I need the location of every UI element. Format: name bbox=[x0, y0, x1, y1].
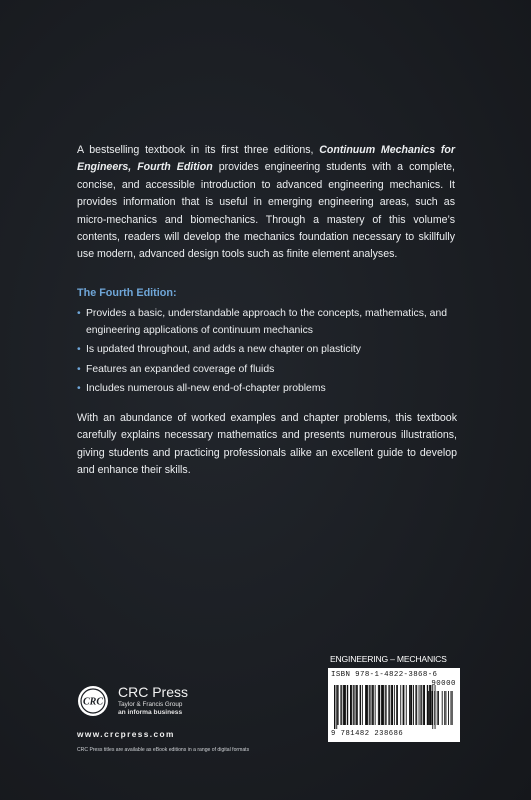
bullet-icon: • bbox=[77, 382, 81, 394]
intro-paragraph bbox=[77, 142, 455, 264]
fourth-edition-heading: The Fourth Edition: bbox=[77, 287, 177, 299]
list-item: • Is updated throughout, and adds a new chapter on plasticity bbox=[77, 341, 457, 358]
list-item: • Features an expanded coverage of fluids bbox=[77, 361, 457, 378]
bullet-icon: • bbox=[77, 363, 81, 375]
crc-icon-text: CRC bbox=[82, 696, 104, 708]
publisher-logo bbox=[77, 683, 227, 733]
bullet-icon: • bbox=[77, 308, 81, 319]
publisher-name: CRC Press bbox=[118, 684, 189, 700]
intro-text-start: A bestselling textbook in its first three editions, bbox=[77, 144, 320, 156]
book-title: Continuum Mechanics for Engineers, Fourth Edition bbox=[77, 144, 455, 174]
intro-text-rest: provides engineering students with a complete, concise, and accessible introduction to advanced engineering mechanics. It provides information that is useful in emerging engineering areas, such as micro-mechanics and biomechanics. Through a mastery of this volume’s contents, readers will develop the mechanics foundation necessary to skillfully use modern, advanced design tools such as finite element analyses. bbox=[77, 161, 456, 261]
ebook-note: CRC Press titles are available as eBook editions in a range of digital formats bbox=[77, 747, 250, 753]
feature-list bbox=[77, 305, 457, 399]
publisher-informa: an informa business bbox=[118, 709, 183, 716]
publisher-group: Taylor & Francis Group bbox=[118, 701, 183, 708]
barcode-icon bbox=[332, 679, 456, 731]
isbn-label: ISBN 978-1-4822-3868-6 bbox=[331, 671, 438, 679]
price-code: 90000 bbox=[431, 680, 456, 688]
list-item: • Provides a basic, understandable approach to the concepts, mathematics, and engineering applications of continuum mechanics bbox=[77, 305, 457, 339]
list-item: • Includes numerous all-new end-of-chapter problems bbox=[77, 380, 457, 397]
bullet-icon: • bbox=[77, 344, 81, 356]
isbn-barcode bbox=[328, 668, 460, 742]
crc-logo-icon bbox=[77, 685, 109, 717]
publisher-website[interactable]: www.crcpress.com bbox=[77, 729, 175, 739]
subject-category: ENGINEERING – MECHANICS bbox=[330, 654, 447, 664]
closing-paragraph: With an abundance of worked examples and chapter problems, this textbook carefully explains necessary mathematics and presents numerous illustrations, giving students and practicing professionals alike an excellent guide to develop and enhance their skills. bbox=[77, 412, 457, 477]
barcode-digits: 9 781482 238686 bbox=[331, 730, 404, 738]
